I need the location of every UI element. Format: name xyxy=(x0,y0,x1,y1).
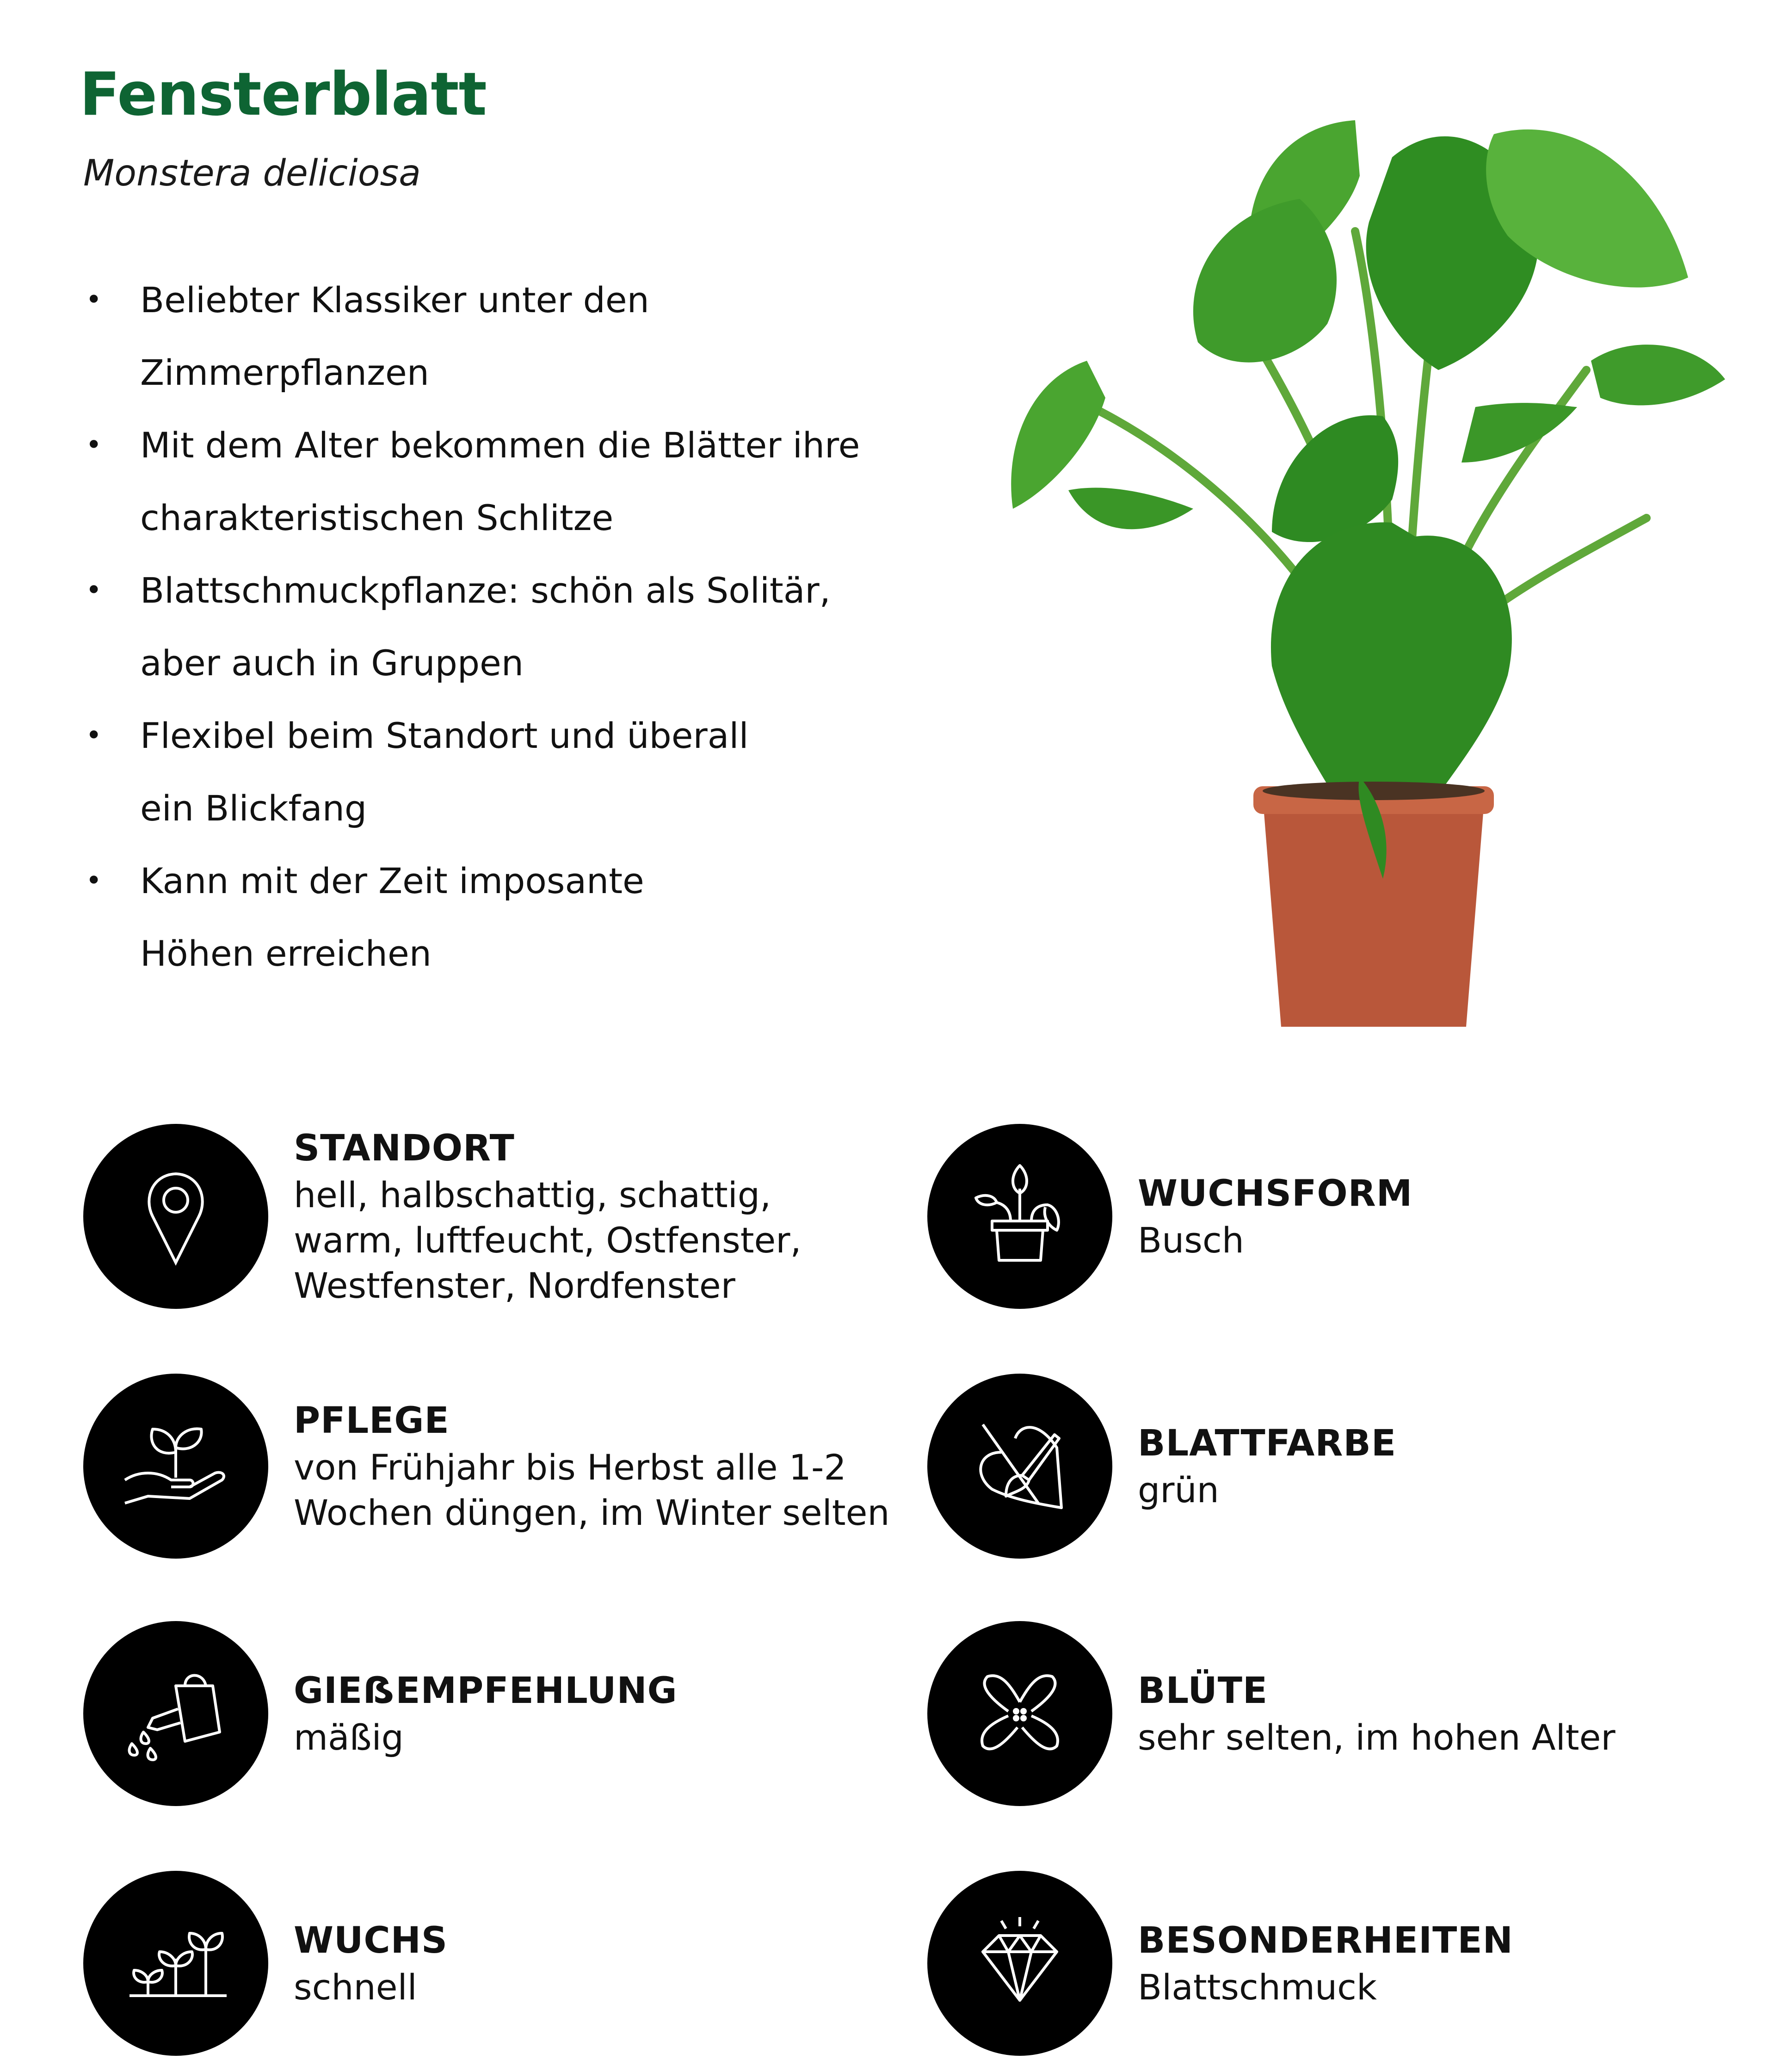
feature-value: mäßig xyxy=(294,1717,404,1758)
feature-value: schnell xyxy=(294,1967,417,2008)
bullet-dot-icon: • xyxy=(86,864,102,897)
feature-besonderheiten xyxy=(927,1871,1760,2065)
bullet-item: • Mit dem Alter bekommen die Blätter ihre charakteristischen Schlitze xyxy=(81,409,890,554)
hand-seedling-icon xyxy=(83,1374,268,1559)
feature-heading: GIEẞEMPFEHLUNG xyxy=(294,1670,678,1712)
feature-heading: WUCHS xyxy=(294,1920,448,1961)
leaf-paintbrush-icon xyxy=(927,1374,1112,1559)
feature-heading: PFLEGE xyxy=(294,1400,450,1442)
feature-value: grün xyxy=(1138,1469,1219,1511)
page-title: Fensterblatt xyxy=(80,60,487,129)
bullet-dot-icon: • xyxy=(86,429,102,461)
potted-plant-icon xyxy=(927,1124,1112,1309)
bullet-item: • Flexibel beim Standort und überall ein Blickfang xyxy=(81,699,890,845)
watering-can-icon xyxy=(83,1621,268,1806)
feature-heading: BLATTFARBE xyxy=(1138,1423,1397,1464)
feature-blattfarbe xyxy=(927,1374,1760,1568)
diamond-icon xyxy=(927,1871,1112,2056)
bullet-item: • Kann mit der Zeit imposante Höhen erreichen xyxy=(81,845,890,990)
feature-bluete xyxy=(927,1621,1760,1815)
feature-wuchsform xyxy=(927,1124,1760,1318)
bullet-dot-icon: • xyxy=(86,284,102,316)
feature-wuchs xyxy=(83,1871,916,2065)
feature-standort xyxy=(83,1124,916,1318)
feature-pflege xyxy=(83,1374,916,1568)
feature-value: von Frühjahr bis Herbst alle 1-2 Wochen düngen, im Winter selten xyxy=(294,1447,890,1533)
bullet-item: • Beliebter Klassiker unter den Zimmerpflanzen xyxy=(81,264,890,409)
feature-value: Blattschmuck xyxy=(1138,1967,1377,2008)
feature-value: hell, halbschattig, schattig, warm, luftfeucht, Ostfenster, Westfenster, Nordfenster xyxy=(294,1174,802,1306)
feature-heading: BLÜTE xyxy=(1138,1670,1268,1712)
feature-giessempfehlung xyxy=(83,1621,916,1815)
location-pin-icon xyxy=(83,1124,268,1309)
feature-heading: WUCHSFORM xyxy=(1138,1173,1413,1215)
flower-icon xyxy=(927,1621,1112,1806)
feature-value: sehr selten, im hohen Alter xyxy=(1138,1717,1616,1758)
feature-heading: STANDORT xyxy=(294,1128,515,1169)
seedlings-growth-icon xyxy=(83,1871,268,2056)
feature-heading: BESONDERHEITEN xyxy=(1138,1920,1513,1961)
feature-value: Busch xyxy=(1138,1220,1244,1261)
bullet-item: • Blattschmuckpflanze: schön als Solitär, aber auch in Gruppen xyxy=(81,554,890,699)
bullet-dot-icon: • xyxy=(86,719,102,752)
botanical-name: Monstera deliciosa xyxy=(83,153,421,194)
bullet-dot-icon: • xyxy=(86,574,102,606)
